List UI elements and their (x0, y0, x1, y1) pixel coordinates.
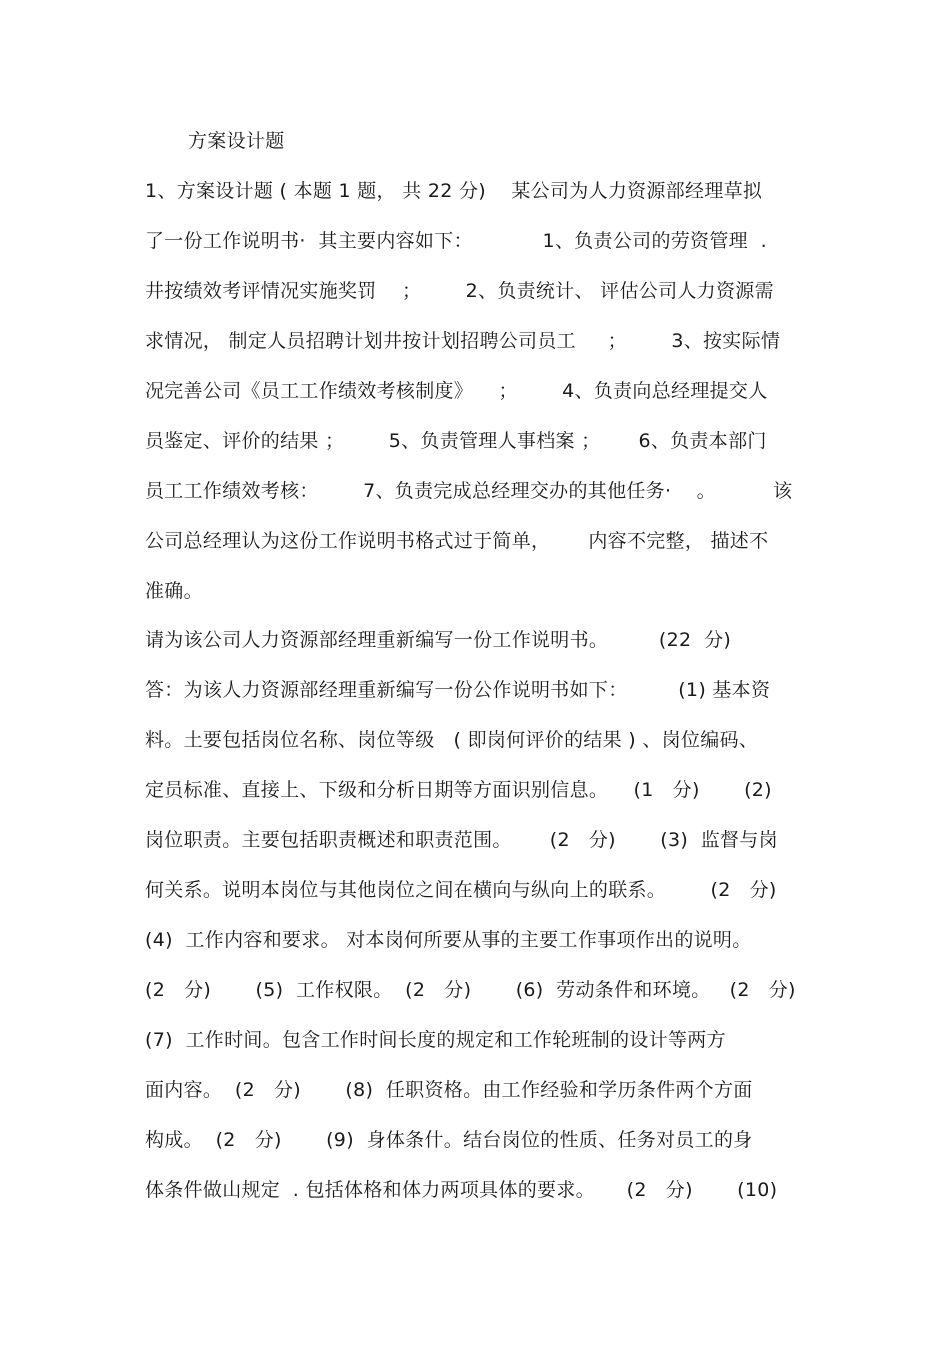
paragraph-line: 请为该公司人力资源部经理重新编写一份工作说明书。 (22 分) (145, 629, 732, 651)
paragraph-line: (2 分) (5) 工作权限。 (2 分) (6) 劳动条件和环境。 (2 分) (145, 979, 796, 1001)
paragraph-line: 体条件做山规定 . 包括体格和体力两项具体的要求。 (2 分) (10) (145, 1179, 778, 1201)
paragraph-line: 面内容。 (2 分) (8) 任职资格。由工作经验和学历条件两个方面 (145, 1079, 753, 1101)
paragraph-line: 何关系。说明本岗位与其他岗位之间在横向与纵向上的联系。 (2 分) (145, 879, 777, 901)
paragraph-line: (4) 工作内容和要求。 对本岗何所要从事的主要工作事项作出的说明。 (145, 929, 752, 951)
paragraph-line: (7) 工作时间。包含工作时间长度的规定和工作轮班制的设计等两方 (145, 1029, 726, 1051)
paragraph-line: 料。土要包括岗位名称、岗位等级 ( 即岗何评价的结果 ) 、岗位编码、 (145, 729, 759, 751)
paragraph-line: 公司总经理认为这份工作说明书格式过于简单， 内容不完整， 描述不 (145, 530, 769, 552)
paragraph-line: 井按绩效考评情况实施奖罚 ； 2、负责统计、 评估公司人力资源需 (145, 280, 774, 302)
paragraph-line: 员工工作绩效考核： 7、负责完成总经理交办的其他任务· 。 该 (145, 480, 793, 502)
paragraph-line: 了一份工作说明书· 其主要内容如下： 1、负责公司的劳资管理 . (145, 230, 767, 252)
paragraph-line: 求情况， 制定人员招聘计划井按计划招聘公司员工 ； 3、按实际情 (145, 330, 781, 352)
paragraph-line: 答：为该人力资源部经理重新编写一份公作说明书如下： (1) 基本资 (145, 679, 771, 701)
paragraph-line: 定员标准、直接上、下级和分析日期等方面识别信息。 (1 分) (2) (145, 779, 772, 801)
paragraph-line: 构成。 (2 分) (9) 身体条什。结台岗位的性质、任务对员工的身 (145, 1129, 753, 1151)
paragraph-line: 准确。 (145, 580, 203, 602)
paragraph-line: 况完善公司《员工工作绩效考核制度》 ； 4、负责向总经理提交人 (145, 380, 768, 402)
paragraph-line: 员鉴定、评价的结果 ； 5、负责管理人事档案 ； 6、负责本部门 (145, 430, 767, 452)
section-heading: 方案设计题 (188, 130, 285, 152)
paragraph-line: 1、方案设计题 ( 本题 1 题， 共 22 分) 某公司为人力资源部经理草拟 (145, 180, 763, 202)
paragraph-line: 岗位职责。主要包括职责概述和职责范围。 (2 分) (3) 监督与岗 (145, 829, 778, 851)
